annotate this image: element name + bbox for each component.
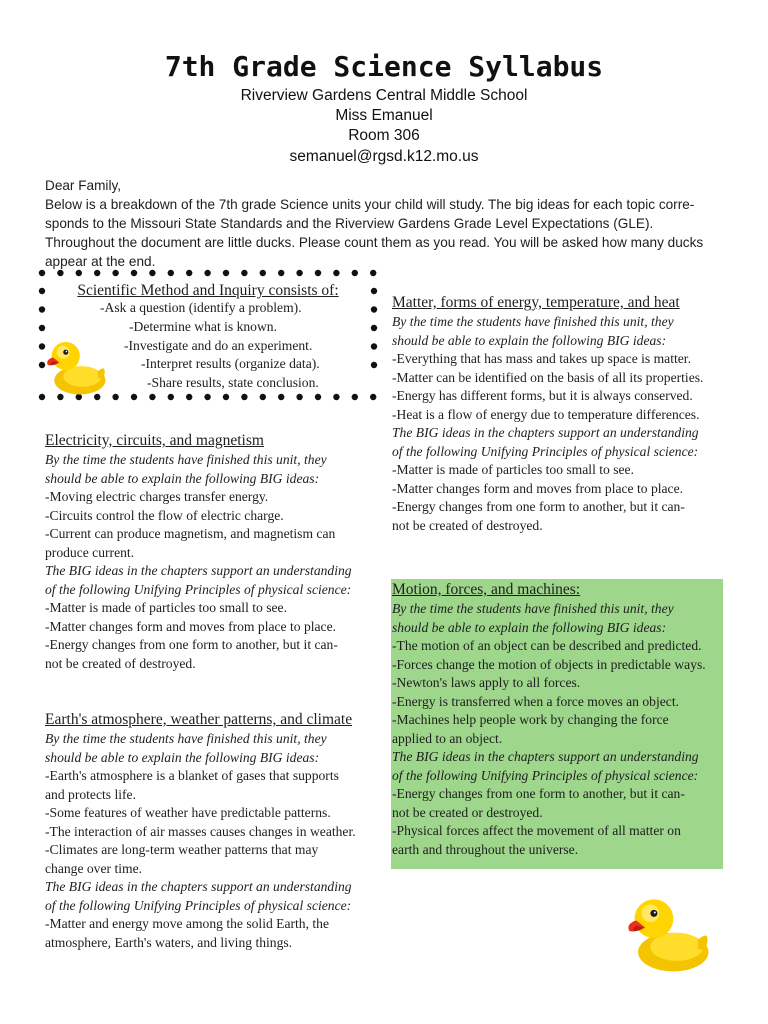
big-idea: -Forces change the motion of objects in predictable ways. [392, 656, 706, 672]
border-dot [223, 394, 229, 400]
section-heading: Matter, forms of energy, temperature, and heat [392, 294, 680, 311]
intro-line: Dear Family, [45, 178, 122, 193]
border-dot [131, 394, 137, 400]
principles-intro: The BIG ideas in the chapters support an understanding [45, 563, 352, 578]
big-idea: -Machines help people work by changing the force [392, 712, 669, 727]
principle: -Matter changes form and moves from place to place. [45, 618, 337, 634]
earth-atmosphere-section [45, 710, 385, 952]
big-idea: produce current. [45, 544, 135, 560]
principle: -Energy changes from one form to another, but it can- [392, 499, 685, 514]
principles-intro: The BIG ideas in the chapters support an understanding [392, 749, 699, 764]
big-idea: -Current can produce magnetism, and magnetism can [45, 526, 336, 541]
principle: atmosphere, Earth's waters, and living things. [45, 934, 293, 950]
intro-line: Throughout the document are little ducks. Please count them as you read. You will be asked how many ducks [45, 235, 704, 250]
section-heading: Earth's atmosphere, weather patterns, and climate [45, 711, 353, 728]
big-idea: -Circuits control the flow of electric charge. [45, 507, 284, 523]
border-dot [168, 394, 174, 400]
section-intro: By the time the students have finished this unit, they [45, 452, 327, 467]
border-dot [76, 270, 82, 276]
border-dot [333, 270, 339, 276]
big-idea: -Some features of weather have predictable patterns. [45, 805, 331, 820]
principle: -Energy changes from one form to another, but it can- [392, 786, 685, 801]
section-intro: By the time the students have finished this unit, they [45, 731, 327, 746]
border-dot [333, 394, 339, 400]
border-dot [223, 270, 229, 276]
border-dot [296, 394, 302, 400]
list-item: -Investigate and do an experiment. [124, 338, 313, 353]
intro-line: sponds to the Missouri State Standards and the Riverview Gardens Grade Level Expectations (GLE). [45, 216, 654, 231]
principles-intro: of the following Unifying Principles of physical science: [392, 443, 699, 459]
principle: -Matter changes form and moves from place to place. [392, 480, 684, 496]
principle: -Physical forces affect the movement of all matter on [392, 823, 681, 838]
section-intro: should be able to explain the following BIG ideas: [45, 749, 320, 765]
border-dot [204, 270, 210, 276]
principles-intro: of the following Unifying Principles of physical science: [45, 897, 352, 913]
border-dot [149, 394, 155, 400]
section-intro: By the time the students have finished this unit, they [392, 314, 674, 329]
border-dot [315, 270, 321, 276]
big-idea: -The motion of an object can be described and predicted. [392, 638, 702, 653]
border-dot [315, 394, 321, 400]
principles-intro: of the following Unifying Principles of physical science: [392, 767, 699, 783]
principle: not be created of destroyed. [392, 517, 543, 533]
border-dot [296, 270, 302, 276]
big-idea: applied to an object. [392, 730, 503, 746]
list-item: -Share results, state conclusion. [147, 375, 319, 390]
border-dot [186, 270, 192, 276]
big-idea: -Energy has different forms, but it is always conserved. [392, 388, 693, 403]
section-intro: By the time the students have finished this unit, they [392, 601, 674, 616]
border-dot [94, 270, 100, 276]
border-dot [168, 270, 174, 276]
principles-intro: The BIG ideas in the chapters support an understanding [392, 425, 699, 440]
border-dot [149, 270, 155, 276]
border-dot [278, 270, 284, 276]
principle: earth and throughout the universe. [392, 841, 579, 857]
big-idea: -Climates are long-term weather patterns that may [45, 842, 319, 857]
intro-line: appear at the end. [45, 254, 156, 269]
border-dot [260, 270, 266, 276]
border-dot [370, 270, 376, 276]
big-idea: -Heat is a flow of energy due to temperature differences. [392, 406, 700, 422]
list-item: -Determine what is known. [129, 319, 277, 334]
big-idea: -The interaction of air masses causes changes in weather. [45, 823, 356, 839]
room-number: Room 306 [348, 127, 420, 144]
border-dot [370, 394, 376, 400]
intro-letter [45, 176, 725, 271]
principle: -Matter is made of particles too small to see. [392, 462, 634, 477]
big-idea: -Earth's atmosphere is a blanket of gases that supports [45, 768, 339, 783]
border-dot [352, 270, 358, 276]
principle: -Energy changes from one form to another, but it can- [45, 637, 338, 652]
rubber-duck-icon [624, 885, 712, 977]
big-idea: -Newton's laws apply to all forces. [392, 675, 581, 690]
big-idea: -Energy is transferred when a force moves an object. [392, 693, 679, 709]
border-dot [39, 270, 45, 276]
big-idea: change over time. [45, 860, 143, 876]
rubber-duck-icon [44, 333, 108, 397]
principles-intro: of the following Unifying Principles of physical science: [45, 581, 352, 597]
page-title: 7th Grade Science Syllabus [164, 50, 604, 83]
border-dot [112, 270, 118, 276]
big-idea: and protects life. [45, 786, 136, 802]
big-idea: -Matter can be identified on the basis of all its properties. [392, 369, 704, 385]
border-dot [352, 394, 358, 400]
section-heading: Electricity, circuits, and magnetism [45, 432, 264, 449]
intro-line: Below is a breakdown of the 7th grade Science units your child will study. The big ideas for each topic corre- [45, 197, 695, 212]
motion-forces-section [391, 579, 723, 869]
big-idea: -Moving electric charges transfer energy. [45, 489, 269, 504]
border-dot [241, 394, 247, 400]
border-dot [278, 394, 284, 400]
border-dot [260, 394, 266, 400]
principle: -Matter is made of particles too small to see. [45, 600, 287, 615]
list-item: -Ask a question (identify a problem). [100, 300, 302, 315]
electricity-section [45, 431, 385, 673]
section-heading: Scientific Method and Inquiry consists of: [77, 282, 339, 299]
principle: not be created or destroyed. [392, 804, 543, 820]
principle: not be created of destroyed. [45, 655, 196, 671]
border-dot [112, 394, 118, 400]
border-dot [186, 394, 192, 400]
section-heading: Motion, forces, and machines: [392, 581, 581, 598]
principle: -Matter and energy move among the solid Earth, the [45, 916, 330, 931]
border-dot [131, 270, 137, 276]
border-dot [204, 394, 210, 400]
border-dot [241, 270, 247, 276]
teacher-email: semanuel@rgsd.k12.mo.us [289, 148, 479, 165]
matter-energy-section [392, 293, 732, 535]
section-intro: should be able to explain the following BIG ideas: [392, 619, 667, 635]
big-idea: -Everything that has mass and takes up space is matter. [392, 351, 691, 366]
school-name: Riverview Gardens Central Middle School [240, 87, 528, 104]
section-intro: should be able to explain the following BIG ideas: [45, 470, 320, 486]
teacher-name: Miss Emanuel [335, 107, 433, 124]
section-intro: should be able to explain the following BIG ideas: [392, 332, 667, 348]
border-dot [57, 270, 63, 276]
list-item: -Interpret results (organize data). [141, 356, 320, 371]
principles-intro: The BIG ideas in the chapters support an understanding [45, 879, 352, 894]
